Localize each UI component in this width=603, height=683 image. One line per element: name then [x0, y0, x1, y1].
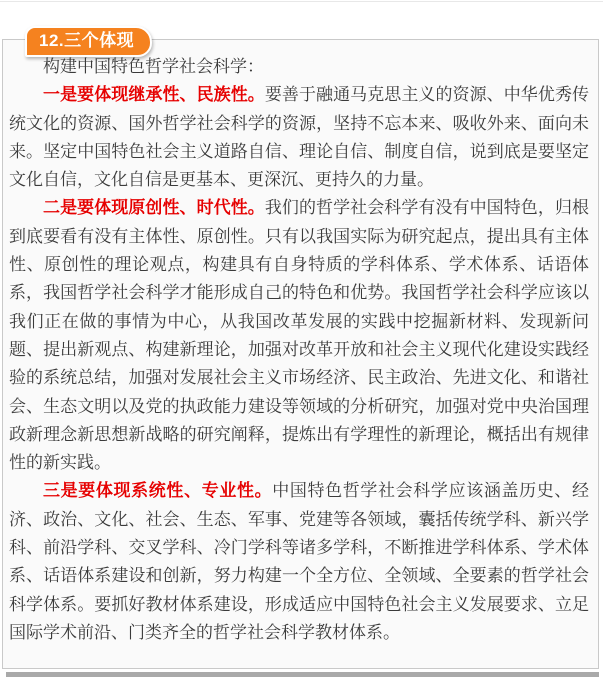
intro-text: 构建中国特色哲学社会科学：	[43, 57, 264, 76]
paragraph-originality	[9, 194, 589, 477]
paragraph-inheritance-body: 要善于融通马克思主义的资源、中华优秀传统文化的资源、国外哲学社会科学的资源，坚持不忘本来、吸收外来、面向未来。坚定中国特色社会主义道路自信、理论自信、制度自信，说到底是要坚定文化自信，文化自信是更基本、更深沉、更持久的力量。	[9, 85, 590, 190]
section-badge: 12.三个体现	[25, 26, 152, 57]
page-top-divider	[0, 1, 603, 2]
paragraph-inheritance	[9, 81, 589, 194]
paragraph-systematic-body: 中国特色哲学社会科学应该涵盖历史、经济、政治、文化、社会、生态、军事、党建等各领域，囊括传统学科、新兴学科、前沿学科、交叉学科、冷门学科等诸多学科，不断推进学科体系、学术体系、话语体系建设和创新，努力构建一个全方位、全领域、全要素的哲学社会科学体系。要抓好教材体系建设，形成适应中国特色社会主义发展要求、立足国际学术前沿、门类齐全的哲学社会科学教材体系。	[9, 481, 590, 642]
article-body	[3, 40, 598, 647]
paragraph-systematic-lead: 三是要体现系统性、专业性。	[43, 481, 273, 501]
paragraph-originality-body: 我们的哲学社会科学有没有中国特色，归根到底要看有没有主体性、原创性。只有以我国实际为研究起点，提出具有主体性、原创性的理论观点，构建具有自身特质的学科体系、学术体系、话语体系，我国哲学社会科学才能形成自己的特色和优势。我国哲学社会科学应该以我们正在做的事情为中心，从我国改革发展的实践中挖掘新材料、发现新问题、提出新观点、构建新理论，加强对改革开放和社会主义现代化建设实践经验的系统总结，加强对发展社会主义市场经济、民主政治、先进文化、和谐社会、生态文明以及党的执政能力建设等领域的分析研究，加强对党中央治国理政新理念新思想新战略的研究阐释，提炼出有学理性的新理论，概括出有规律性的新实践。	[9, 198, 590, 473]
panel-bottom-shadow	[6, 672, 599, 677]
paragraph-systematic	[9, 477, 589, 647]
paragraph-originality-lead: 二是要体现原创性、时代性。	[43, 198, 265, 218]
paragraph-inheritance-lead: 一是要体现继承性、民族性。	[43, 85, 265, 105]
intro-paragraph	[9, 53, 589, 81]
